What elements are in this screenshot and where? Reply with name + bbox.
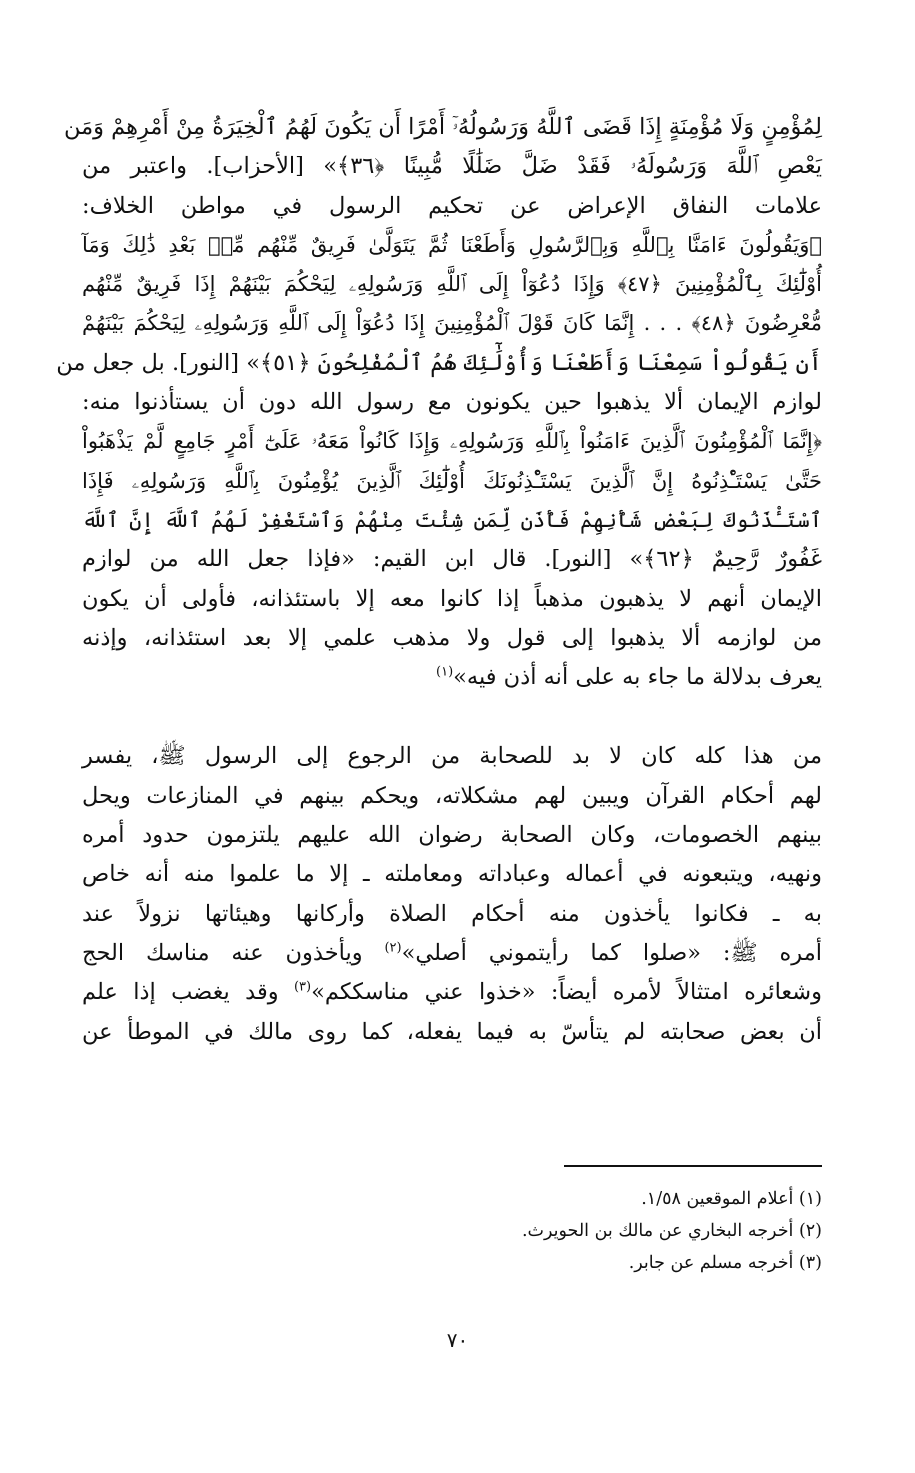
text-line: من هذا كله كان لا بد للصحابة من الرجوع إلى الرسول ﷺ، يفسر (82, 743, 822, 770)
text-line: يَعْصِ ٱللَّهَ وَرَسُولَهُۥ فَقَدْ ضَلَّ ضَلَٰلًا مُّبِينًا ﴿٣٦﴾» [الأحزاب]. واعتبر من (82, 153, 822, 180)
footnote-ref: (٣) (293, 979, 312, 995)
text-line: علامات النفاق الإعراض عن تحكيم الرسول في مواطن الخلاف: (82, 192, 822, 219)
text-line (82, 973, 822, 1012)
page-number: ٧٠ (446, 1328, 469, 1352)
text-line (82, 934, 822, 973)
text-segment: ويأخذون عنه مناسك الحج (82, 939, 385, 966)
text-line: من لوازمه ألا يذهبوا إلى قول ولا مذهب علمي إلا بعد استئذانه، وإذنه (82, 624, 822, 651)
quran-verse-line: أُوْلَٰٓئِكَ بِٱلْمُؤْمِنِينَ ﴿٤٧﴾ وَإِذَا دُعُوٓاْ إِلَى ٱللَّهِ وَرَسُولِهِۦ لِيَحْكُمَ بَيْنَهُمْ إِذَا فَرِيقٌ مِّنْهُم (82, 272, 822, 297)
footnote-divider (564, 1165, 822, 1167)
quran-verse-line: ﴿وَيَقُولُونَ ءَامَنَّا بِٱللَّهِ وَبِٱلرَّسُولِ وَأَطَعْنَا ثُمَّ يَتَوَلَّىٰ فَرِيقٌ مِّنْهُم مِّنۢ بَعْدِ ذَٰلِكَ وَمَآ (82, 232, 822, 257)
text-line: أن بعض صحابته لم يتأسّ به فيما يفعله، كما روى مالك في الموطأ عن (82, 1018, 822, 1045)
quran-verse-line: مُّعْرِضُونَ ﴿٤٨﴾ . . . إِنَّمَا كَانَ قَوْلَ ٱلْمُؤْمِنِينَ إِذَا دُعُوٓاْ إِلَى ٱللَّهِ وَرَسُولِهِۦ لِيَحْكُمَ بَيْنَهُمْ (82, 311, 822, 336)
text-line: غَفُورٌ رَّحِيمٌ ﴿٦٢﴾» [النور]. قال ابن القيم: «فإذا جعل الله من لوازم (82, 546, 822, 573)
text-segment: وقد يغضب إذا علم (82, 979, 294, 1006)
footnotes (322, 1183, 822, 1279)
footnote: (١) أعلام الموقعين ١/٥٨. (641, 1189, 822, 1209)
text-line: لهم أحكام القرآن ويبين لهم مشكلاته، ويحكم بينهم في المنازعات ويحل (82, 782, 822, 809)
footnote: (٣) أخرجه مسلم عن جابر. (628, 1253, 822, 1273)
footnote-ref: (٢) (384, 940, 402, 956)
text-line (82, 658, 822, 697)
main-text (56, 108, 822, 1052)
text-line: بينهم الخصومات، وكان الصحابة رضوان الله عليهم يلتزمون حدود أمره (82, 822, 822, 849)
text-line: لوازم الإيمان ألا يذهبوا حين يكونون مع رسول الله دون أن يستأذنوا منه: (82, 389, 822, 416)
text-line: لِمُؤْمِنٍ وَلَا مُؤْمِنَةٍ إِذَا قَضَى ٱللَّهُ وَرَسُولُهُۥٓ أَمْرًا أَن يَكُونَ لَهُمُ ٱلْخِيَرَةُ مِنْ أَمْرِهِمْ وَمَن (63, 114, 822, 140)
quran-verse-line: ٱسْتَـْٔذَنُوكَ لِبَعْضِ شَأْنِهِمْ فَأْذَن لِّمَن شِئْتَ مِنْهُمْ وَٱسْتَغْفِرْ لَهُمُ ٱللَّهَ إِنَّ ٱللَّهَ (82, 507, 822, 532)
text-segment: يعرف بدلالة ما جاء به على أنه أذن فيه» (453, 664, 822, 691)
text-line: ونهيه، ويتبعونه في أعماله وعباداته ومعاملته ـ إلا ما علموا منه أنه خاص (82, 861, 822, 888)
paragraph-gap (82, 697, 822, 737)
text-line: الإيمان أنهم لا يذهبون مذهباً إذا كانوا معه إلا باستئذانه، فأولى أن يكون (82, 585, 822, 612)
quran-verse-line: ﴿إِنَّمَا ٱلْمُؤْمِنُونَ ٱلَّذِينَ ءَامَنُواْ بِٱللَّهِ وَرَسُولِهِۦ وَإِذَا كَانُواْ مَعَهُۥ عَلَىٰٓ أَمْرٍ جَامِعٍ لَّمْ يَذْهَبُواْ (82, 429, 822, 454)
text-line: به ـ فكانوا يأخذون منه أحكام الصلاة وأركانها وهيئاتها نزولاً عند (82, 900, 822, 927)
text-segment: أمره ﷺ: «صلوا كما رأيتموني أصلي» (401, 939, 822, 966)
footnote-ref: (١) (436, 664, 454, 680)
quran-verse-line: حَتَّىٰ يَسْتَـْٔذِنُوهُ إِنَّ ٱلَّذِينَ يَسْتَـْٔذِنُونَكَ أُوْلَٰٓئِكَ ٱلَّذِينَ يُؤْمِنُونَ بِٱللَّهِ وَرَسُولِهِۦ فَإِذَا (82, 468, 822, 493)
text-segment: وشعائره امتثالاً لأمره أيضاً: «خذوا عني مناسككم» (311, 979, 822, 1006)
text-line: أَن يَقُولُواْ سَمِعْنَا وَأَطَعْنَا وَأُوْلَٰٓئِكَ هُمُ ٱلْمُفْلِحُونَ ﴿٥١﴾» [النور]. بل جعل من (56, 349, 822, 376)
footnote: (٢) أخرجه البخاري عن مالك بن الحويرث. (521, 1221, 822, 1241)
